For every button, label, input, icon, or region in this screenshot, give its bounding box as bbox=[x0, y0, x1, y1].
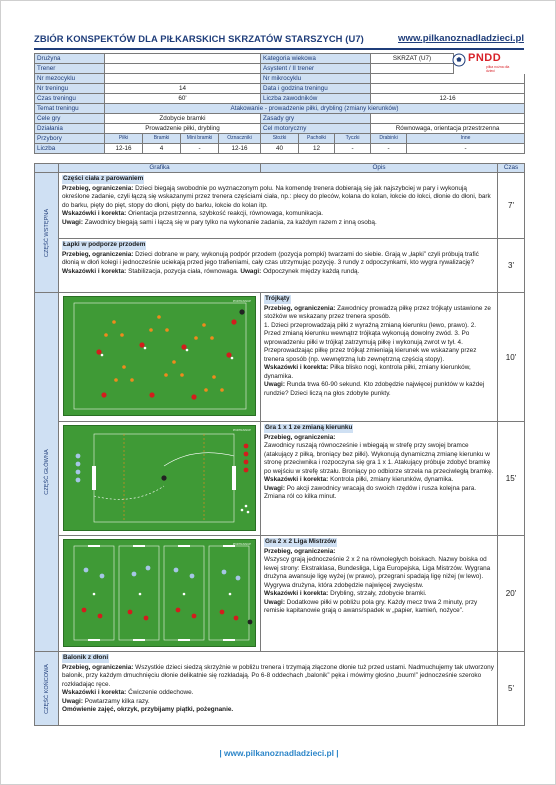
exercise-title: Łapki w podporze przodem bbox=[63, 241, 146, 248]
plan-head-opis: Opis bbox=[261, 164, 498, 173]
pitch-diagram-2v2: PNDTRAINUP bbox=[63, 539, 256, 647]
przybory-col: Inne bbox=[407, 134, 525, 144]
czas-value[interactable]: 60' bbox=[105, 94, 261, 104]
liczba-col[interactable]: - bbox=[335, 144, 371, 154]
graphic-cell bbox=[59, 422, 261, 536]
mezocykl-value[interactable] bbox=[105, 74, 261, 84]
pitch-diagram-triangles: PNDTRAINUP bbox=[63, 296, 256, 416]
section-label: CZĘŚĆ WSTĘPNA bbox=[43, 208, 50, 257]
exercise-2: Łapki w podporze przodem Przebieg, ograniczenia: Dzieci dobrane w pary, wykonują podpór przodem (pozycja pompki) twarzami do siebie. Grają w „łapki” czyli próbują trafić dłonią w dłoń kolegi i jednocześnie uciekają przed jego trafieniami, cały czas utrzymując pozycję. 3 rundy z odpoczynkami, kto wygra rywalizację? Wskazówki i korekta: Stabilizacja, pozycja ciała, równowaga. Uwagi: Odpoczynek między każdą rundą. bbox=[59, 239, 498, 293]
przybory-col: Oznaczniki bbox=[219, 134, 261, 144]
kategoria-label: Kategoria wiekowa bbox=[261, 54, 371, 64]
exercise-title: Trójkąty bbox=[265, 295, 290, 302]
cele-gry-value[interactable]: Zdobycie bramki bbox=[105, 114, 261, 124]
exercise-title: Balonik z dłoni bbox=[63, 654, 109, 661]
temat-label: Temat treningu bbox=[35, 104, 105, 114]
section-wstepna bbox=[35, 173, 59, 293]
document-title: ZBIÓR KONSPEKTÓW DLA PIŁKARSKICH SKRZATÓW STARSZYCH (U7) bbox=[34, 33, 364, 44]
przybory-col: Mini bramki bbox=[181, 134, 219, 144]
pndd-logo bbox=[456, 51, 518, 73]
exercise-6: Balonik z dłoni Przebieg, ograniczenia: Wszystkie dzieci siedzą skrzyżnie w pobliżu trenera i trzymają złączone dłonie tuż przed ustami. Nadmuchujemy tak utworzony balonik, przy każdym dmuchnięciu dłonie delikatnie się rozkładają. Po 6-8 oddechach „balonik” pęka i mówimy głośno „buum!” jednocześnie szeroko rozkładając ręce. Wskazówki i korekta: Ćwiczenie oddechowe. Uwagi: Powtarzamy kilka razy. Omówienie zajęć, okrzyk, przybijamy piątki, pożegnanie. bbox=[59, 652, 498, 726]
section-koncowa bbox=[35, 652, 59, 726]
data-value[interactable] bbox=[371, 84, 525, 94]
asystent-label: Asystent / II trener bbox=[261, 64, 371, 74]
cele-gry-label: Cele gry bbox=[35, 114, 105, 124]
cel-motoryczny-value[interactable]: Równowaga, orientacja przestrzenna bbox=[371, 124, 525, 134]
druzyna-label: Drużyna bbox=[35, 54, 105, 64]
ball-icon bbox=[452, 53, 466, 67]
exercise-title: Gra 2 x 2 Liga Mistrzów bbox=[265, 538, 337, 545]
section-label: CZĘŚĆ KOŃCOWA bbox=[43, 663, 50, 714]
footer-link[interactable]: | www.pilkanoznadladzieci.pl | bbox=[219, 748, 339, 758]
trener-label: Trener bbox=[35, 64, 105, 74]
exercise-time: 20' bbox=[498, 536, 525, 652]
graphic-cell bbox=[59, 536, 261, 652]
przybory-col: Stożki bbox=[261, 134, 299, 144]
section-glowna bbox=[35, 293, 59, 652]
plan-head-grafika: Grafika bbox=[59, 164, 261, 173]
pitch-diagram-1v1: PNDTRAINUP bbox=[63, 425, 256, 531]
kategoria-value[interactable]: SKRZAT (U7) bbox=[371, 54, 454, 64]
dzialania-value[interactable]: Prowadzenie piłki, drybling bbox=[105, 124, 261, 134]
zasady-gry-value[interactable] bbox=[371, 114, 525, 124]
przybory-col: Tyczki bbox=[335, 134, 371, 144]
liczba-label: Liczba bbox=[35, 144, 105, 154]
cel-motoryczny-label: Cel motoryczny bbox=[261, 124, 371, 134]
liczba-zawodnikow-value[interactable]: 12-16 bbox=[371, 94, 525, 104]
trener-value[interactable] bbox=[105, 64, 261, 74]
exercise-time: 10' bbox=[498, 293, 525, 422]
nr-treningu-value[interactable]: 14 bbox=[105, 84, 261, 94]
exercise-time: 3' bbox=[498, 239, 525, 293]
plan-head-blank bbox=[35, 164, 59, 173]
exercise-1: Części ciała z parowaniem Przebieg, ograniczenia: Dzieci biegają swobodnie po wyznaczonym polu. Na komendę trenera dobierają się jak najszybciej w pary i wykonują określone zadanie, czyli łączą się wskazanymi przez trenera częściami ciała, np.: plecy do pleców, kolana do kolan, łokcie do łokci, dłonie do dłoni, bark do barku, pięty do pięt, stopy do dłoni, pięty do barku, łokcie do kolan itp. Wskazówki i korekta: Orientacja przestrzenna, szybkość reakcji, równowaga, komunikacja. Uwagi: Zawodnicy biegają sami i łączą się w pary tylko na wykonanie zadania, za każdym razem z inną osobą. bbox=[59, 173, 498, 239]
zasady-gry-label: Zasady gry bbox=[261, 114, 371, 124]
przybory-col: Bramki bbox=[143, 134, 181, 144]
two-v-two-drill-svg bbox=[64, 540, 256, 646]
graphic-cell bbox=[59, 293, 261, 422]
section-label: CZĘŚĆ GŁÓWNA bbox=[43, 449, 50, 495]
dzialania-label: Działania bbox=[35, 124, 105, 134]
exercise-title: Części ciała z parowaniem bbox=[63, 175, 144, 182]
exercise-title: Gra 1 x 1 ze zmianą kierunku bbox=[265, 424, 353, 431]
exercise-5: Gra 2 x 2 Liga Mistrzów Przebieg, ograniczenia: Wszyscy grają jednocześnie 2 x 2 na równoległych boiskach. Nazwy boiska od lewej strony: Ekstraklasa, Bundesliga, Liga Europejska, Liga Mistrzów. Wygrana drużyna awansuje ligę wyżej (w prawo), przegrani spadają ligę niżej (w lewo). Wygrywa drużyna, która zdobędzie najwięcej zwycięstw. Wskazówki i korekta: Drybling, strzały, zdobycie bramki. Uwagi: Dodatkowe piłki w pobliżu pola gry. Każdy mecz trwa 2 minuty, przy remisie kapitanowie grają o awans/spadek w „papier, kamień, nożyce”. bbox=[261, 536, 498, 652]
temat-value[interactable]: Atakowanie - prowadzenie piłki, drybling (zmiany kierunków) bbox=[105, 104, 525, 114]
druzyna-value[interactable] bbox=[105, 54, 261, 64]
liczba-col[interactable]: 12-16 bbox=[219, 144, 261, 154]
header-rule bbox=[34, 48, 524, 50]
logo-subtext: piłka nożna dla dzieci bbox=[486, 65, 510, 73]
exercise-time: 15' bbox=[498, 422, 525, 536]
asystent-value[interactable] bbox=[371, 64, 454, 74]
liczba-zawodnikow-label: Liczba zawodników bbox=[261, 94, 371, 104]
exercise-3: Trójkąty Przebieg, ograniczenia: Zawodnicy prowadzą piłkę przez trójkąty ustawione ze stożków we wskazany przez trenera sposób. 1. Dzieci przeprowadzają piłki z wyraźną zmianą kierunku (lewo, prawo). 2. Przed zmianą kierunku wewnątrz trójkąta wykonują dowolny zwód. 3. Po wprowadzeniu piłki w trójkąt zatrzymują piłkę i wykonują zwrot w tył. 4. Przeprowadzając piłkę przez trójkąt zmieniają kierunek we wskazany przez trenera sposób (np. wewnętrzną lub zewnętrzną częścią stopy). Wskazówki i korekta: Piłka blisko nogi, kontrola piłki, zmiany kierunków, dynamika. Uwagi: Runda trwa 60-90 sekund. Kto zdobędzie najwięcej punktów w każdej rundzie? Dzieci liczą na głos zdobyte punkty. bbox=[261, 293, 498, 422]
mikrocykl-label: Nr mikrocyklu bbox=[261, 74, 371, 84]
training-plan-table bbox=[34, 163, 525, 726]
liczba-col[interactable]: - bbox=[181, 144, 219, 154]
logo-text: PNDD bbox=[468, 52, 502, 64]
mezocykl-label: Nr mezocyklu bbox=[35, 74, 105, 84]
mikrocykl-value[interactable] bbox=[371, 74, 525, 84]
liczba-col[interactable]: - bbox=[407, 144, 525, 154]
triangles-drill-svg bbox=[64, 297, 256, 415]
one-v-one-drill-svg bbox=[64, 426, 256, 530]
training-info-table bbox=[34, 53, 525, 154]
przybory-col: Pachołki bbox=[299, 134, 335, 144]
liczba-col[interactable]: 12 bbox=[299, 144, 335, 154]
exercise-4: Gra 1 x 1 ze zmianą kierunku Przebieg, ograniczenia: Zawodnicy ruszają równocześnie i wbiegają w strefę przy swojej bramce (atakujący z piłką, broniący bez piłki). Wykonują dynamiczną zmianę kierunku w stronę przeciwnika i rozpoczyna się gra 1 x 1. Atakujący próbuje zdobyć bramkę po wejściu w strefę strzału. Broniący po odbiorze strzela na przeciwległą bramkę. Wskazówki i korekta: Kontrola piłki, zmiany kierunków, dynamika. Uwagi: Po akcji zawodnicy wracają do swoich rzędów i rusza kolejna para. Zmiana ról co kilka minut. bbox=[261, 422, 498, 536]
liczba-col[interactable]: 12-16 bbox=[105, 144, 143, 154]
przybory-col: Drabinki bbox=[371, 134, 407, 144]
data-label: Data i godzina treningu bbox=[261, 84, 371, 94]
liczba-col[interactable]: 40 bbox=[261, 144, 299, 154]
przybory-col: Piłki bbox=[105, 134, 143, 144]
header bbox=[34, 33, 524, 47]
plan-head-czas: Czas bbox=[498, 164, 525, 173]
exercise-time: 5' bbox=[498, 652, 525, 726]
nr-treningu-label: Nr treningu bbox=[35, 84, 105, 94]
liczba-col[interactable]: 4 bbox=[143, 144, 181, 154]
exercise-time: 7' bbox=[498, 173, 525, 239]
liczba-col[interactable]: - bbox=[371, 144, 407, 154]
przybory-label: Przybory bbox=[35, 134, 105, 144]
website-link[interactable]: www.pilkanoznadladzieci.pl bbox=[398, 33, 524, 44]
czas-label: Czas treningu bbox=[35, 94, 105, 104]
